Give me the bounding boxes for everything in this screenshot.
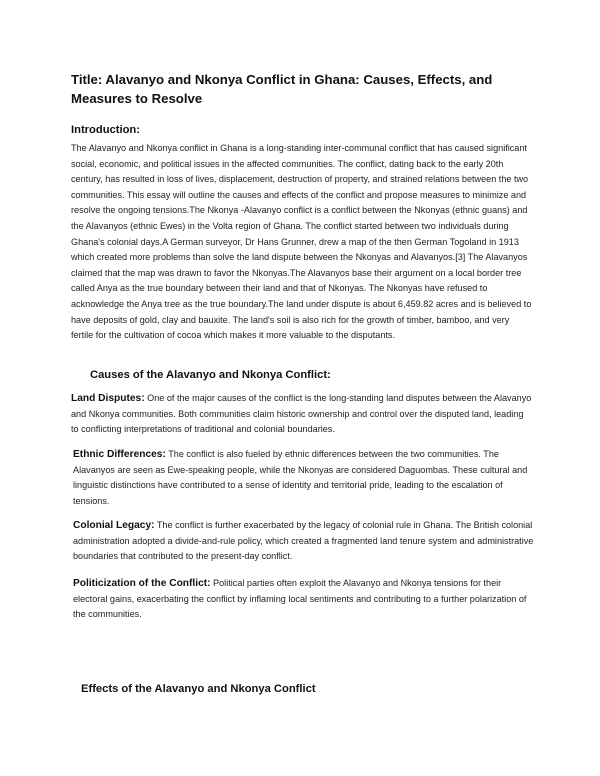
cause-text: The conflict is further exacerbated by the legacy of colonial rule in Ghana. The British colonial administration adopted a divide-and-rule policy, which created a fragmented land tenure system and administrative boundaries that contributed to the present-day conflict. [73,520,534,562]
introduction-paragraph: The Alavanyo and Nkonya conflict in Ghana is a long-standing inter-communal conflict that has caused significant social, economic, and political issues in the affected communities. The conflict, dating back to the early 20th century, has resulted in loss of lives, displacement, destruction of property, and strained relations between the two communities. This essay will outline the causes and effects of the conflict and propose measures to minimize and resolve the ongoing tensions.The Nkonya -Alavanyo conflict is a conflict between the Nkonyas (ethnic guans) and the Alavanyos (ethnic Ewes) in the Volta region of Ghana. The conflict started between two individuals during Ghana's colonial days.A German surveyor, Dr Hans Grunner, drew a map of the then German Togoland in 1913 which created more problems than solve the land dispute between the Nkonyas and Alavanyos.[3] The Alavanyos claimed that the map was drawn to favor the Nkonyas.The Alavanyos base their argument on a local border tree called Anya as the true boundary between their land and that of Nkonyas. The Nkonyas have refused to acknowledge the Anya tree as the true boundary.The land under dispute is about 6,459.82 acres and is believed to have deposits of gold, clay and bauxite. The land's soil is also rich for the growth of timber, bamboo, and very fertile for the cultivation of cocoa which makes it more valuable to the disputants. [71,143,532,341]
cause-lead: Land Disputes: [71,393,145,404]
cause-colonial-legacy [73,518,535,565]
cause-lead: Colonial Legacy: [73,520,155,531]
effects-heading: Effects of the Alavanyo and Nkonya Conflict [81,683,316,695]
cause-lead: Ethnic Differences: [73,449,166,460]
cause-politicization [73,576,535,623]
introduction-heading: Introduction: [71,124,140,136]
cause-text: The conflict is also fueled by ethnic differences between the two communities. The Alavanyos are seen as Ewe-speaking people, while the Nkonyas are considered Daguombas. These cultural and linguistic distinctions have contributed to a sense of identity and territorial pride, leading to the escalation of tensions. [73,449,528,506]
document-title: Title: Alavanyo and Nkonya Conflict in Ghana: Causes, Effects, and Measures to Resolve [71,72,493,106]
cause-ethnic-differences [73,447,535,509]
cause-text: One of the major causes of the conflict is the long-standing land disputes between the Alavanyo and Nkonya communities. Both communities claim historic ownership and control over the disputed land, leading to conflicting interpretations of traditional and colonial boundaries. [71,393,532,435]
cause-land-disputes [71,391,533,438]
cause-text: Political parties often exploit the Alavanyo and Nkonya tensions for their electoral gains, exacerbating the conflict by inflaming local sentiments and contributing to a further polarization of the communities. [73,578,527,620]
cause-lead: Politicization of the Conflict: [73,578,211,589]
causes-heading: Causes of the Alavanyo and Nkonya Conflict: [90,369,331,381]
